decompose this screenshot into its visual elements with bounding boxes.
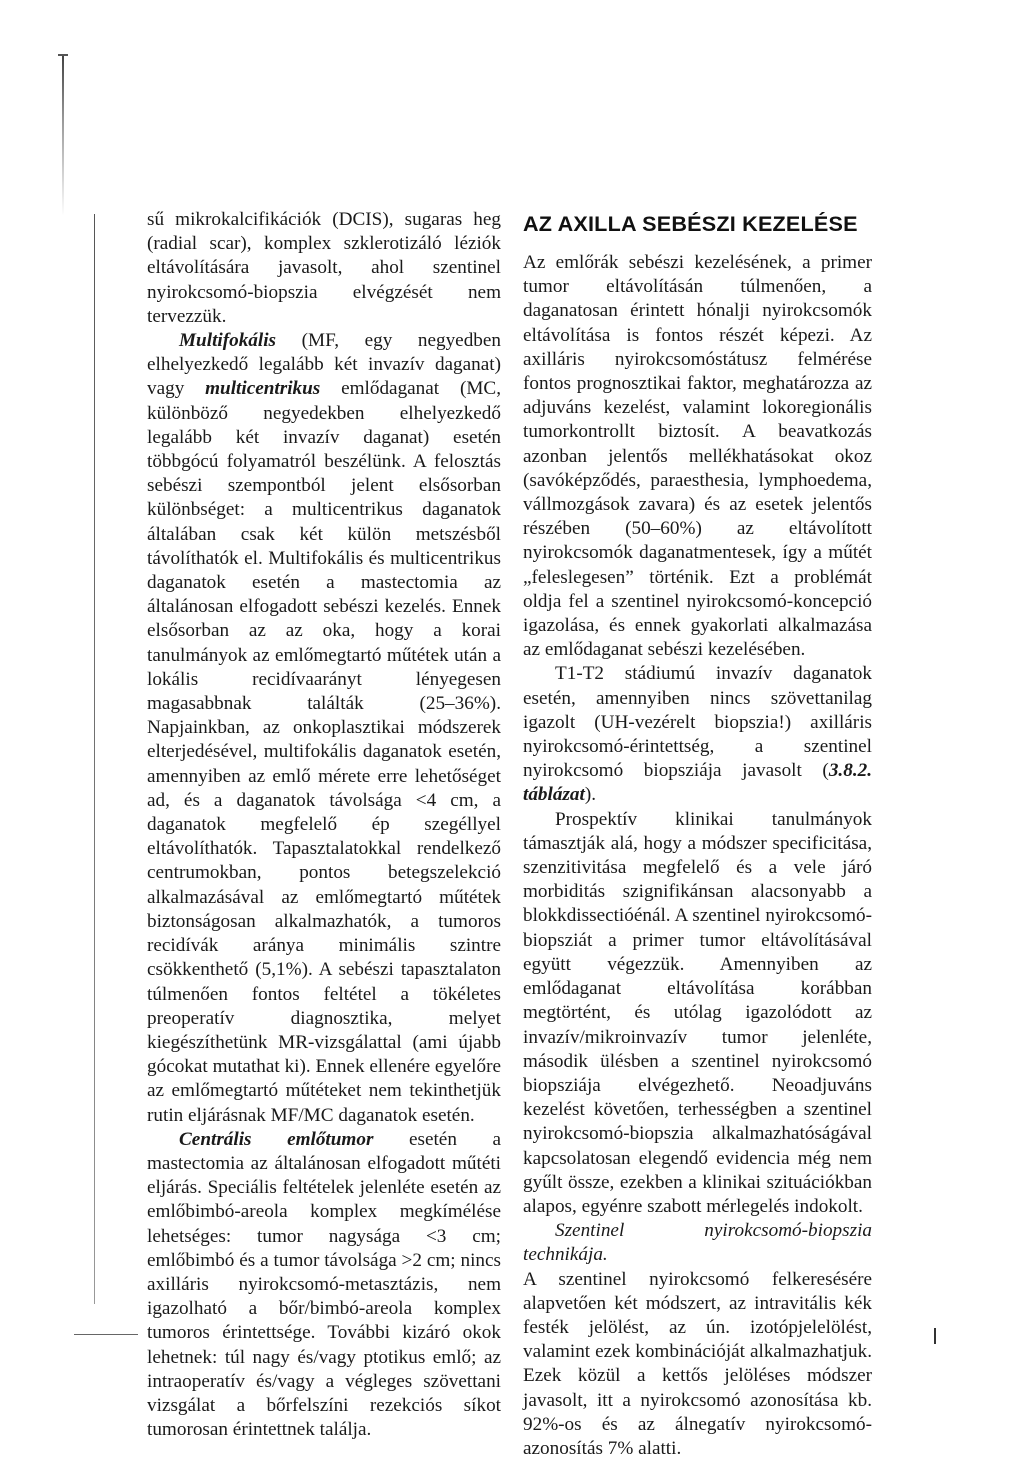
scan-bottom-line (74, 1334, 138, 1335)
term-multifocal: Multifokális (179, 330, 277, 352)
left-text-column (147, 208, 501, 1442)
scan-margin-mark (62, 56, 64, 216)
term-multicentric: multicentrikus (205, 378, 321, 400)
right-text-column (523, 208, 872, 1461)
left-paragraph-1: sű mikrokalcifikációk (DCIS), sugaras heg (radial scar), komplex szklerotizáló léziók eltávolítására javasolt, ahol szentinel nyirokcsomó-biopszia elvégzését nem tervezzük. (147, 209, 501, 327)
table-reference: 3.8.2. táblázat (523, 760, 872, 806)
multifocal-text-a: (MF, egy negyedben elhelyezkedő legalább két invazív daganat) vagy (147, 330, 501, 400)
right-p2-text-b: ). (584, 784, 597, 806)
right-paragraph-3: Prospektív klinikai tanulmányok támasztják alá, hogy a módszer specificitása, szenzitivitása megfelelő és a vele járó morbiditás szignifikánsan alacsonyabb a blokkdissectióénál. A szentinel nyirokcsomó-biopsziát a primer tumor eltávolításával együtt végezzük. Amennyiben az emlődaganat eltávolítása korábban megtörtént, és utólag igazolódott az invazív/mikroinvazív tumor jelenléte, második ülésben a szentinel nyirokcsomó biopsziája elvégezhető. Neoadjuváns kezelést követően, terhességben a szentinel nyirokcsomó-biopszia alkalmazhatóságával kapcsolatosan elegendő evidencia még nem gyűlt össze, ezekben a klinikai szituációkban alapos, egyénre szabott mérlegelés indokolt. (523, 808, 872, 1217)
left-paragraph-multifocal (147, 329, 501, 1128)
right-paragraph-2 (523, 662, 872, 807)
right-paragraph-1: Az emlőrák sebészi kezelésének, a primer tumor eltávolításán túlmenően, a daganatosan érintett hónalji nyirokcsomók eltávolítása is fontos részét képezi. Az axilláris nyirokcsomóstátusz felmérése fontos prognosztikai faktor, meghatározza az adjuváns kezelést, valamint lokoregionális tumorkontrollt biztosít. A beavatkozás azonban jelentős mellékhatásokat okoz (savóképződés, paraesthesia, lymphoedema, vállmozgások zavara) és az esetek jelentős részében (50–60%) az eltávolított nyirokcsomók daganatmentesek, így a műtét „feleslegesen” történik. Ezt a problémát oldja fel a szentinel nyirokcsomó-koncepció igazolása, és ennek gyakorlati alkalmazása az emlődaganat sebészi kezelésében. (523, 252, 872, 661)
right-p2-text-a: T1-T2 stádiumú invazív daganatok esetén, amennyiben nincs szövettanilag igazolt (UH-vezérelt biopszia!) axilláris nyirokcsomó-érintettség, a szentinel nyirokcsomó biopsziája javasolt ( (523, 663, 872, 782)
scan-right-mark (934, 1328, 936, 1344)
term-central-tumor: Centrális emlőtumor (179, 1128, 374, 1150)
left-paragraph-central (147, 1128, 501, 1443)
technique-title: Szentinel nyirokcsomó-biopszia technikája. (523, 1220, 872, 1266)
right-paragraph-technique-body: A szentinel nyirokcsomó felkeresésére alapvetően két módszert, az intravitális kék festék jelölést, az ún. izotópjelelölést, valamint ezek kombinációját alkalmazhatjuk. Ezek közül a kettős jelöléses módszer javasolt, itt a nyirokcsomó azonosítása kb. 92%-os és az álnegatív nyirokcsomó-azonosítás 7% alatti. (523, 1268, 872, 1459)
multifocal-text-b: emlődaganat (MC, különböző negyedekben elhelyezkedő legalább két invazív daganat) esetén többgócú folyamatról beszélünk. A felosztás sebészi szempontból jelent elsősorban különbséget: a multicentrikus daganatok általában csak két külön metszésből távolíthatók el. Multifokális és multicentrikus daganatok esetén a mastectomia az általánosan elfogadott sebészi kezelés. Ennek elsősorban az az oka, hogy a korai tanulmányok az emlőmegtartó műtétek után a lokális recidívaarányt lényegesen magasabbnak találták (25–36%). Napjainkban, az onkoplasztikai módszerek elterjedésével, multifokális daganatok esetén, amennyiben az emlő mérete erre lehetőséget ad, és a daganatok távolsága <4 cm, a daganatok megfelelő ép szegéllyel eltávolíthatók. Tapasztalatokkal rendelkező centrumokban, pontos betegszelekció alkalmazásával az emlőmegtartó műtétek biztonságosan alkalmazhatók, a tumoros recidívák aránya minimális szintre csökkenthető (5,1%). A sebészi tapasztalaton túlmenően fontos feltétel a tökéletes preoperatív diagnosztika, melyet kiegészíthetünk MR-vizsgálattal (ami újabb gócokat mutathat ki). Ennek ellenére egyelőre az emlőmegtartó műtéteket nem tekinthetjük rutin eljárásnak MF/MC daganatok esetén. (147, 378, 501, 1126)
right-paragraph-technique (523, 1219, 872, 1267)
central-text: esetén a mastectomia az általánosan elfogadott műtéti eljárás. Speciális feltételek jelenléte esetén az emlőbimbó-areola komplex megkímélése lehetséges: tumor nagysága <3 cm; emlőbimbó és a tumor távolsága >2 cm; nincs axilláris nyirokcsomó-metasztázis, nem igazolható a bőr/bimbó-areola komplex tumoros érintettsége. További kizáró okok lehetnek: túl nagy és/vagy ptotikus emlő; az intraoperatív és/vagy a végleges szövettani vizsgálat a bőrfelszíni rezekciós síkot tumorosan érintettnek találja. (147, 1128, 501, 1441)
scan-left-edge-line (94, 214, 95, 1304)
section-heading: AZ AXILLA SEBÉSZI KEZELÉSE (523, 211, 858, 236)
